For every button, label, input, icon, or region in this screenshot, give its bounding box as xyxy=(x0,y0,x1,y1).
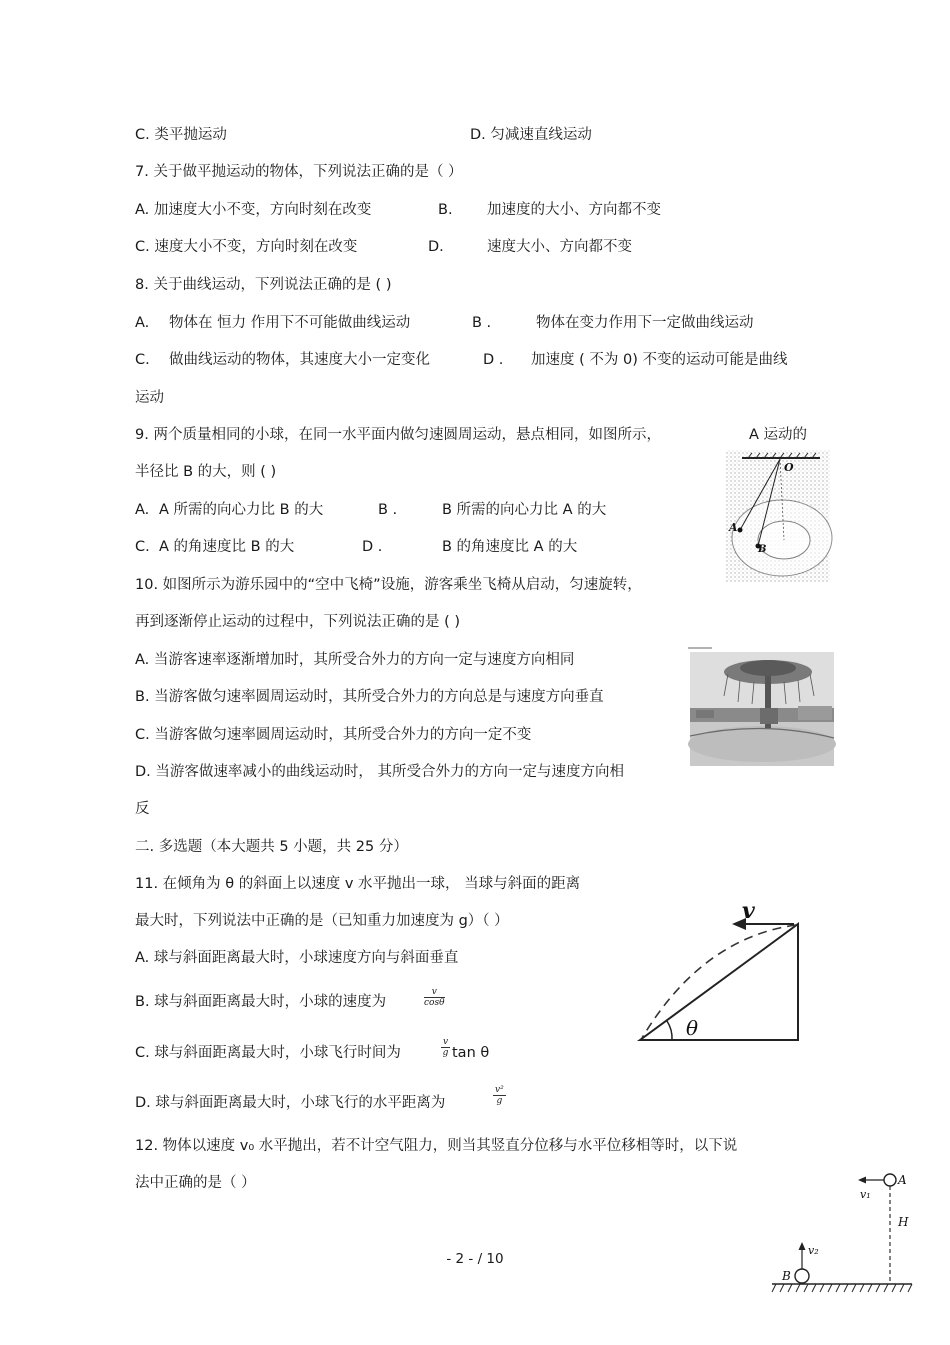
q10-option-a: A. 当游客速率逐渐增加时，其所受合外力的方向一定与速度方向相同 xyxy=(135,652,575,668)
q8-stem: 8. 关于曲线运动，下列说法正确的是 ( ) xyxy=(135,277,392,293)
q8-option-d-continued: 运动 xyxy=(135,390,164,406)
q10-option-d: D. 当游客做速率减小的曲线运动时， 其所受合外力的方向一定与速度方向相 xyxy=(135,764,624,780)
q9-option-d-letter: D . xyxy=(362,539,383,555)
q7-option-a: A. 加速度大小不变，方向时刻在改变 xyxy=(135,202,372,218)
q8-option-a: 物体在 恒力 作用下不可能做曲线运动 xyxy=(169,315,411,331)
q8-option-b-letter: B . xyxy=(472,315,492,331)
q12-fig-label-b: B xyxy=(782,1269,791,1283)
q11-fig-label-theta: θ xyxy=(686,1016,699,1040)
q7-option-d: 速度大小、方向都不变 xyxy=(487,239,632,255)
q11-fig-label-v: v xyxy=(742,898,755,924)
q9-fig-label-a: A xyxy=(729,521,738,534)
q10-option-b: B. 当游客做匀速率圆周运动时，其所受合外力的方向总是与速度方向垂直 xyxy=(135,689,604,705)
q11-stem-line1: 11. 在倾角为 θ 的斜面上以速度 v 水平抛出一球， 当球与斜面的距离 xyxy=(135,876,581,892)
q12-stem-line1: 12. 物体以速度 v₀ 水平抛出，若不计空气阻力，则当其竖直分位移与水平位移相等时，以下说 xyxy=(135,1138,738,1154)
q11-option-c-tail: tan θ xyxy=(452,1045,490,1061)
q9-option-b-letter: B . xyxy=(378,502,398,518)
q10-stem-line2: 再到逐渐停止运动的过程中，下列说法正确的是 ( ) xyxy=(135,614,461,630)
q9-option-c: A 的角速度比 B 的大 xyxy=(159,539,295,555)
q11-option-a: A. 球与斜面距离最大时，小球速度方向与斜面垂直 xyxy=(135,950,459,966)
q9-stem-line2: 半径比 B 的大，则 ( ) xyxy=(135,464,277,480)
q9-option-d: B 的角速度比 A 的大 xyxy=(442,539,578,555)
q9-fig-label-o: O xyxy=(784,461,794,474)
page-number: - 2 - / 10 xyxy=(446,1251,504,1267)
q8-option-a-letter: A. xyxy=(135,315,150,331)
q9-stem-line1-tail: A 运动的 xyxy=(749,427,808,443)
q8-option-c: 做曲线运动的物体，其速度大小一定变化 xyxy=(169,352,430,368)
section-2-title: 二. 多选题（本大题共 5 小题，共 25 分） xyxy=(135,839,408,855)
q12-stem-line2: 法中正确的是（ ） xyxy=(135,1175,256,1191)
q6-option-d: D. 匀减速直线运动 xyxy=(470,127,592,143)
flying-chairs-photo xyxy=(688,646,836,768)
q8-option-d: 加速度 ( 不为 0) 不变的运动可能是曲线 xyxy=(531,352,788,368)
q11-option-b-fraction: $\frac{v}{\cos\theta}$ xyxy=(424,987,445,1008)
q11-option-c-fraction: $\frac{v}{g}$ xyxy=(442,1037,449,1058)
q10-stem-line1: 10. 如图所示为游乐园中的“空中飞椅”设施，游客乘坐飞椅从启动，匀速旋转， xyxy=(135,577,642,593)
q9-option-c-letter: C. xyxy=(135,539,150,555)
q10-option-d-continued: 反 xyxy=(135,801,150,817)
q9-fig-label-b: B xyxy=(758,544,767,555)
q9-option-a-letter: A. xyxy=(135,502,150,518)
q7-option-b-letter: B. xyxy=(438,202,453,218)
q12-fig-label-v2: v₂ xyxy=(808,1244,819,1257)
q8-option-c-letter: C. xyxy=(135,352,150,368)
q8-option-b: 物体在变力作用下一定做曲线运动 xyxy=(536,315,754,331)
q11-option-c: C. 球与斜面距离最大时，小球飞行时间为 xyxy=(135,1045,401,1061)
q11-option-d: D. 球与斜面距离最大时，小球飞行的水平距离为 xyxy=(135,1095,446,1111)
q9-option-b: B 所需的向心力比 A 的大 xyxy=(442,502,607,518)
q8-option-d-letter: D . xyxy=(483,352,504,368)
q6-option-c: C. 类平抛运动 xyxy=(135,127,227,143)
incline-projectile-figure xyxy=(632,898,808,1046)
q12-fig-label-a: A xyxy=(898,1173,907,1187)
q11-option-b: B. 球与斜面距离最大时，小球的速度为 xyxy=(135,994,387,1010)
q11-stem-line2: 最大时，下列说法中正确的是（已知重力加速度为 g）（ ） xyxy=(135,913,509,929)
two-balls-figure xyxy=(768,1168,914,1300)
q7-option-b: 加速度的大小、方向都不变 xyxy=(487,202,661,218)
q9-stem-line1: 9. 两个质量相同的小球，在同一水平面内做匀速圆周运动，悬点相同，如图所示， xyxy=(135,427,661,443)
q7-option-d-letter: D. xyxy=(428,239,444,255)
q7-stem: 7. 关于做平抛运动的物体，下列说法正确的是（ ） xyxy=(135,164,463,180)
q10-option-c: C. 当游客做匀速率圆周运动时，其所受合外力的方向一定不变 xyxy=(135,727,532,743)
q12-fig-label-h: H xyxy=(898,1215,909,1229)
q11-option-d-fraction: $\frac{\text{v²}}{g}$ xyxy=(495,1085,504,1106)
q12-fig-label-v1: v₁ xyxy=(860,1188,871,1201)
q9-option-a: A 所需的向心力比 B 的大 xyxy=(159,502,324,518)
conical-pendulum-figure xyxy=(722,448,834,584)
q7-option-c: C. 速度大小不变，方向时刻在改变 xyxy=(135,239,358,255)
